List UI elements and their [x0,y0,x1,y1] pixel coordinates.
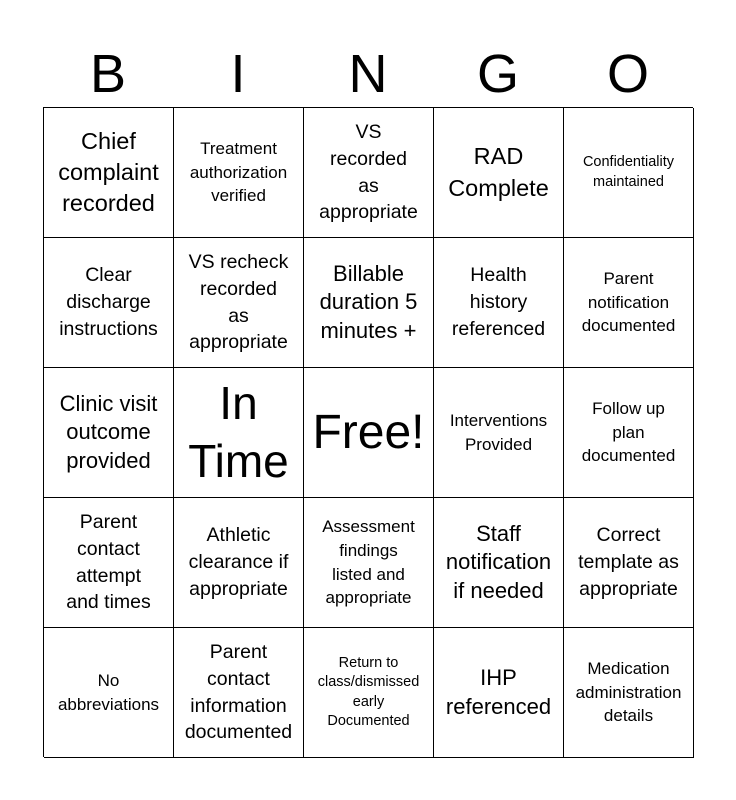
cell-text: VS recorded as appropriate [319,120,418,224]
bingo-cell[interactable] [434,628,564,758]
header-letter-n: N [348,44,388,104]
cell-text: VS recheck recorded as appropriate [188,250,289,354]
bingo-cell[interactable] [564,628,694,758]
cell-text: In Time [188,377,289,487]
bingo-cell[interactable] [304,238,434,368]
bingo-cell[interactable] [304,108,434,238]
bingo-cell[interactable] [434,108,564,238]
cell-text: Billable duration 5 minutes + [319,260,418,343]
bingo-cell[interactable] [174,108,304,238]
bingo-cell[interactable] [564,108,694,238]
bingo-cell[interactable] [174,628,304,758]
cell-text: Treatment authorization verified [189,138,288,206]
free-space-text: Free! [312,405,425,459]
bingo-cell[interactable] [434,238,564,368]
bingo-cell[interactable] [434,368,564,498]
cell-text: No abbreviations [57,670,160,714]
bingo-header [43,40,693,108]
bingo-cell[interactable] [564,498,694,628]
bingo-cell[interactable] [44,628,174,758]
cell-text: Athletic clearance if appropriate [188,524,289,600]
bingo-cell[interactable] [44,498,174,628]
cell-text: Medication administration details [575,658,682,726]
bingo-cell[interactable] [44,368,174,498]
cell-text: Health history referenced [451,264,546,340]
header-letter-g: G [476,44,519,104]
cell-text: Chief complaint recorded [58,127,159,216]
header-letter-i: I [230,44,246,104]
bingo-cell[interactable] [174,368,304,498]
cell-text: Clear discharge instructions [59,264,158,340]
bingo-cell[interactable] [434,498,564,628]
bingo-cell[interactable] [304,498,434,628]
cell-text: Correct template as appropriate [578,524,679,600]
bingo-cell[interactable] [564,368,694,498]
bingo-cell[interactable] [564,238,694,368]
cell-text: Follow up plan documented [581,398,676,466]
cell-text: Confidentiality maintained [582,154,675,190]
bingo-cell[interactable] [44,238,174,368]
cell-text: Staff notification if needed [445,520,552,603]
bingo-board [43,107,693,757]
cell-text: Parent contact information documented [184,640,293,744]
cell-text: Parent contact attempt and times [66,510,151,614]
bingo-cell[interactable] [44,108,174,238]
cell-text: RAD Complete [448,143,549,201]
free-space-cell[interactable] [304,368,434,498]
header-letter-b: B [89,44,127,104]
bingo-cell[interactable] [174,238,304,368]
cell-text: Clinic visit outcome provided [59,390,158,473]
cell-text: Parent notification documented [581,268,676,336]
cell-text: Assessment findings listed and appropriate [322,516,415,608]
cell-text: Interventions Provided [449,410,548,454]
cell-text: IHP referenced [445,664,552,719]
header-letter-o: O [606,44,649,104]
cell-text: Return to class/dismissed early Documented [317,655,420,729]
bingo-cell[interactable] [304,628,434,758]
bingo-cell[interactable] [174,498,304,628]
